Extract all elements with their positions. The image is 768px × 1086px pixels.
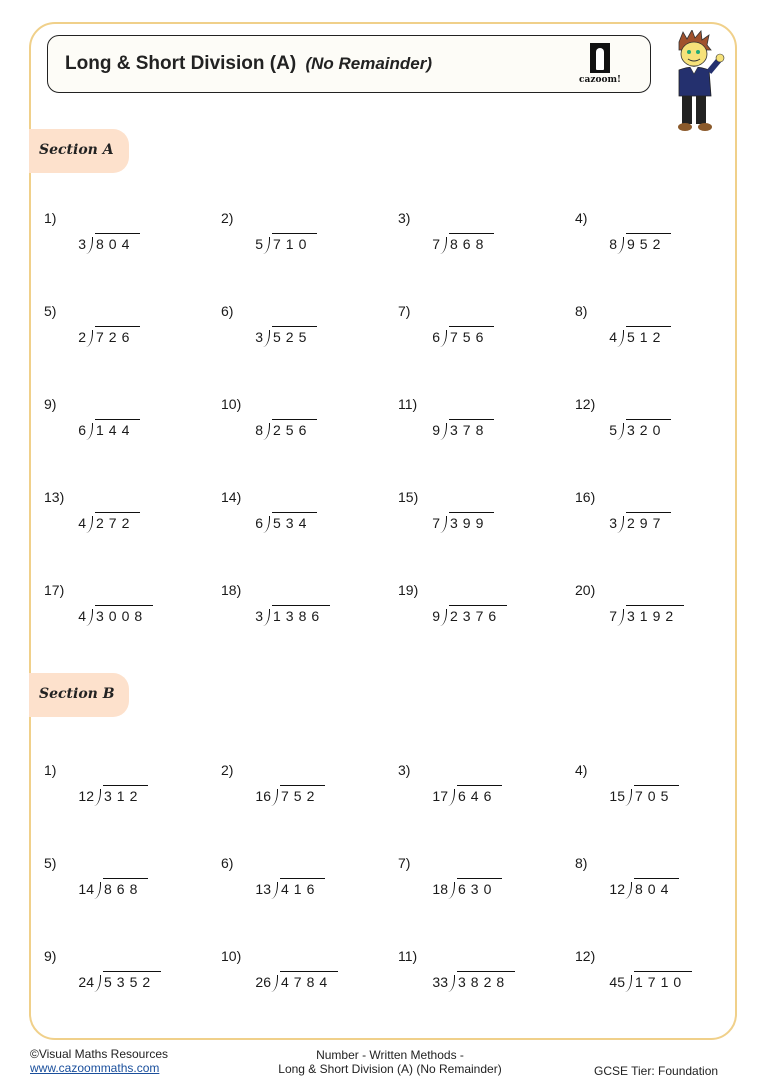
dividend: 534 [272, 512, 317, 531]
divisor: 4 [78, 608, 86, 624]
divisor: 12 [609, 881, 625, 897]
divisor: 17 [432, 788, 448, 804]
divisor: 6 [432, 329, 440, 345]
long-division [609, 419, 671, 438]
divisor: 33 [432, 974, 448, 990]
divisor: 7 [432, 236, 440, 252]
title-subtitle: (No Remainder) [305, 54, 433, 73]
section-b-tab [29, 673, 129, 717]
division-bracket-icon [263, 237, 270, 254]
dividend: 952 [626, 233, 671, 252]
dividend: 868 [103, 878, 148, 897]
section-a-tab [29, 129, 129, 173]
division-bracket-icon [448, 975, 455, 992]
problem-number: 18) [221, 582, 242, 598]
long-division [432, 512, 494, 531]
divisor: 16 [255, 788, 271, 804]
section-b-label: Section B [39, 686, 115, 702]
division-bracket-icon [625, 882, 632, 899]
footer-topic-line2: Long & Short Division (A) (No Remainder) [278, 1062, 502, 1076]
footer-left [30, 1047, 168, 1075]
division-bracket-icon [617, 516, 624, 533]
divisor: 6 [255, 515, 263, 531]
long-division [609, 605, 684, 624]
divisor: 15 [609, 788, 625, 804]
dividend: 804 [634, 878, 679, 897]
problem-number: 6) [221, 855, 234, 871]
divisor: 7 [432, 515, 440, 531]
long-division [432, 326, 494, 345]
long-division [78, 878, 148, 897]
division-bracket-icon [86, 330, 93, 347]
long-division [609, 512, 671, 531]
problem-number: 6) [221, 303, 234, 319]
problem-number: 2) [221, 762, 234, 778]
divisor: 3 [255, 329, 263, 345]
divisor: 13 [255, 881, 271, 897]
divisor: 12 [78, 788, 94, 804]
long-division [432, 605, 507, 624]
problem-number: 11) [398, 396, 418, 412]
problem-number: 16) [575, 489, 596, 505]
long-division [432, 233, 494, 252]
problem-number: 9) [44, 948, 57, 964]
title-box [47, 35, 651, 93]
problem-number: 9) [44, 396, 57, 412]
division-bracket-icon [271, 975, 278, 992]
divisor: 14 [78, 881, 94, 897]
dividend: 256 [272, 419, 317, 438]
long-division [78, 605, 153, 624]
long-division [255, 605, 330, 624]
footer-topic-line1: Number - Written Methods - [316, 1048, 464, 1062]
division-bracket-icon [617, 609, 624, 626]
division-bracket-icon [86, 237, 93, 254]
problem-number: 1) [44, 762, 57, 778]
dividend: 4784 [280, 971, 338, 990]
dividend: 399 [449, 512, 494, 531]
problem-number: 15) [398, 489, 419, 505]
footer-tier: GCSE Tier: Foundation [594, 1064, 719, 1078]
problem-number: 7) [398, 855, 411, 871]
logo-text: cazoom! [579, 75, 621, 85]
problem-number: 10) [221, 396, 242, 412]
dividend: 272 [95, 512, 140, 531]
dividend: 2376 [449, 605, 507, 624]
divisor: 9 [432, 608, 440, 624]
divisor: 26 [255, 974, 271, 990]
divisor: 3 [78, 236, 86, 252]
dividend: 752 [280, 785, 325, 804]
division-bracket-icon [440, 423, 447, 440]
footer-center [250, 1048, 530, 1076]
problem-number: 3) [398, 210, 411, 226]
problem-number: 13) [44, 489, 65, 505]
long-division [432, 971, 515, 990]
dividend: 416 [280, 878, 325, 897]
long-division [255, 233, 317, 252]
dividend: 312 [103, 785, 148, 804]
long-division [609, 971, 692, 990]
logo-mark-icon [590, 43, 610, 73]
section-a-label: Section A [39, 142, 114, 158]
division-bracket-icon [263, 516, 270, 533]
division-bracket-icon [86, 609, 93, 626]
problem-number: 10) [221, 948, 242, 964]
divisor: 45 [609, 974, 625, 990]
dividend: 646 [457, 785, 502, 804]
divisor: 8 [255, 422, 263, 438]
division-bracket-icon [625, 975, 632, 992]
divisor: 3 [609, 515, 617, 531]
mascot-boy-icon [665, 30, 725, 135]
division-bracket-icon [440, 516, 447, 533]
long-division [432, 878, 502, 897]
long-division [78, 971, 161, 990]
division-bracket-icon [271, 882, 278, 899]
long-division [609, 878, 679, 897]
long-division [255, 419, 317, 438]
dividend: 705 [634, 785, 679, 804]
divisor: 4 [78, 515, 86, 531]
long-division [432, 785, 502, 804]
problem-number: 2) [221, 210, 234, 226]
dividend: 726 [95, 326, 140, 345]
problem-number: 12) [575, 396, 596, 412]
dividend: 1386 [272, 605, 330, 624]
cazoom-logo [576, 43, 624, 87]
divisor: 7 [609, 608, 617, 624]
divisor: 8 [609, 236, 617, 252]
division-bracket-icon [263, 330, 270, 347]
dividend: 868 [449, 233, 494, 252]
dividend: 144 [95, 419, 140, 438]
problem-number: 11) [398, 948, 418, 964]
page-title [65, 53, 432, 75]
division-bracket-icon [625, 789, 632, 806]
divisor: 9 [432, 422, 440, 438]
footer-copyright: ©Visual Maths Resources [30, 1047, 169, 1061]
dividend: 804 [95, 233, 140, 252]
division-bracket-icon [617, 237, 624, 254]
long-division [255, 785, 325, 804]
divisor: 6 [78, 422, 86, 438]
dividend: 5352 [103, 971, 161, 990]
problem-number: 5) [44, 303, 57, 319]
long-division [78, 512, 140, 531]
division-bracket-icon [440, 330, 447, 347]
division-bracket-icon [94, 882, 101, 899]
problem-number: 5) [44, 855, 57, 871]
long-division [609, 326, 671, 345]
division-bracket-icon [440, 237, 447, 254]
division-bracket-icon [617, 423, 624, 440]
problem-number: 14) [221, 489, 242, 505]
long-division [432, 419, 494, 438]
long-division [255, 878, 325, 897]
dividend: 512 [626, 326, 671, 345]
division-bracket-icon [263, 609, 270, 626]
problem-number: 1) [44, 210, 57, 226]
long-division [255, 326, 317, 345]
problem-number: 12) [575, 948, 596, 964]
dividend: 3828 [457, 971, 515, 990]
long-division [78, 785, 148, 804]
problem-number: 4) [575, 210, 588, 226]
long-division [255, 512, 317, 531]
problem-number: 20) [575, 582, 596, 598]
division-bracket-icon [448, 789, 455, 806]
problem-number: 8) [575, 303, 588, 319]
problem-number: 7) [398, 303, 411, 319]
division-bracket-icon [448, 882, 455, 899]
divisor: 5 [255, 236, 263, 252]
problem-number: 19) [398, 582, 419, 598]
divisor: 24 [78, 974, 94, 990]
dividend: 710 [272, 233, 317, 252]
dividend: 756 [449, 326, 494, 345]
division-bracket-icon [94, 975, 101, 992]
problem-number: 4) [575, 762, 588, 778]
dividend: 378 [449, 419, 494, 438]
long-division [78, 326, 140, 345]
dividend: 320 [626, 419, 671, 438]
division-bracket-icon [94, 789, 101, 806]
long-division [255, 971, 338, 990]
division-bracket-icon [86, 516, 93, 533]
division-bracket-icon [617, 330, 624, 347]
footer-website-link[interactable]: www.cazoommaths.com [30, 1061, 160, 1075]
dividend: 525 [272, 326, 317, 345]
problem-number: 17) [44, 582, 65, 598]
problem-number: 3) [398, 762, 411, 778]
divisor: 5 [609, 422, 617, 438]
long-division [609, 233, 671, 252]
long-division [78, 233, 140, 252]
dividend: 630 [457, 878, 502, 897]
dividend: 3008 [95, 605, 153, 624]
dividend: 3192 [626, 605, 684, 624]
long-division [609, 785, 679, 804]
problem-number: 8) [575, 855, 588, 871]
divisor: 4 [609, 329, 617, 345]
long-division [78, 419, 140, 438]
dividend: 1710 [634, 971, 692, 990]
division-bracket-icon [86, 423, 93, 440]
title-main: Long & Short Division (A) [65, 53, 297, 74]
divisor: 18 [432, 881, 448, 897]
divisor: 2 [78, 329, 86, 345]
divisor: 3 [255, 608, 263, 624]
dividend: 297 [626, 512, 671, 531]
division-bracket-icon [263, 423, 270, 440]
division-bracket-icon [440, 609, 447, 626]
division-bracket-icon [271, 789, 278, 806]
